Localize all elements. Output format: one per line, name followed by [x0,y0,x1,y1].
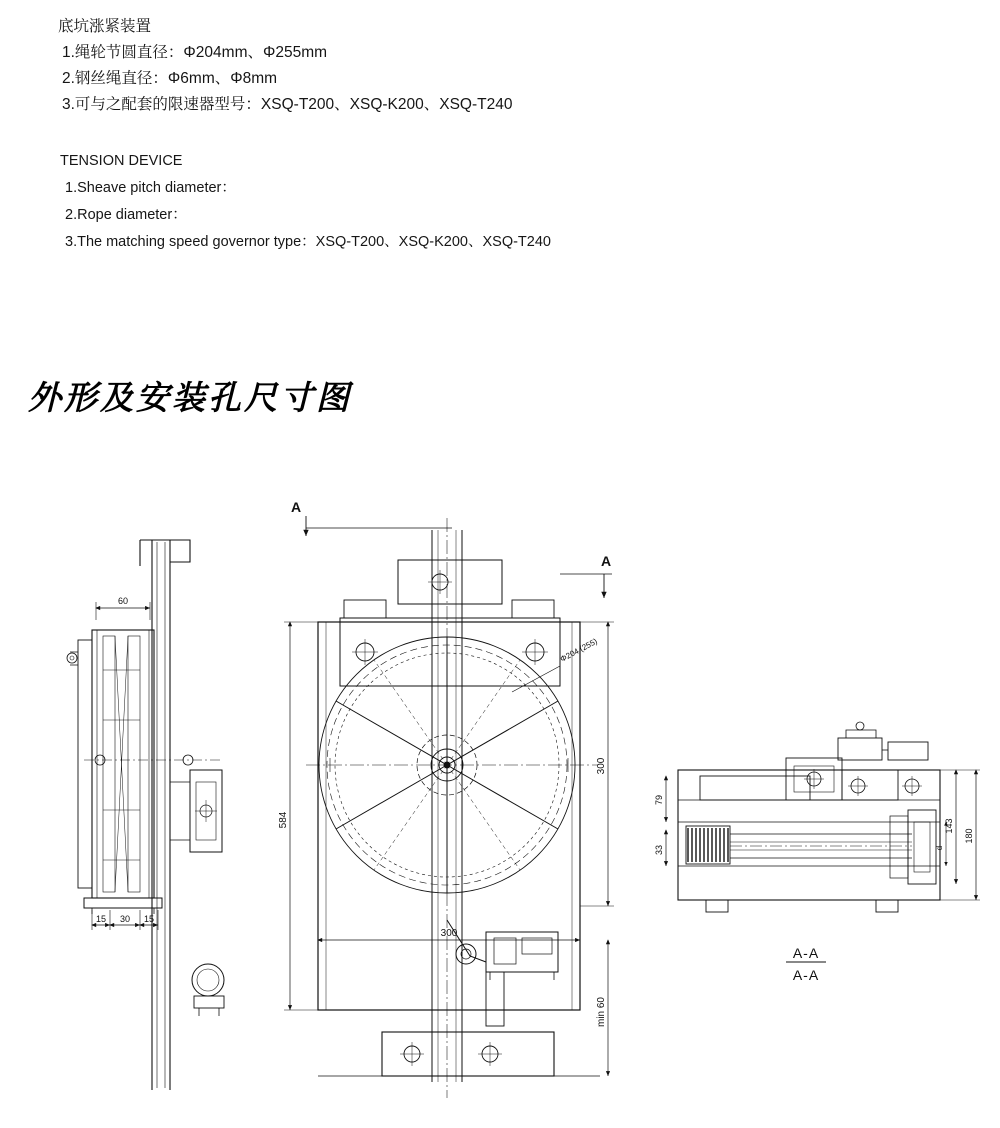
section-line-a-top [306,514,452,538]
dim-label-300-v: 300 [596,757,607,775]
sheave-diameter-label: Φ204 (255) [558,636,599,664]
section-view-aa [666,722,980,962]
spec-line-cn-3: 3.可与之配套的限速器型号：XSQ-T200、XSQ-K200、XSQ-T240 [62,96,513,113]
dim-label-180: 180 [964,828,974,844]
front-view [284,514,614,1098]
dim-label-79: 79 [654,794,664,806]
page-title: 外形及安装孔尺寸图 [28,381,352,417]
spec-line-en-1: 1.Sheave pitch diameter： [65,180,236,196]
section-mark-a-right: A [600,553,612,569]
dim-label-33: 33 [654,844,664,856]
section-caption-line1: A-A [792,945,820,961]
spec-title-cn: 底坑涨紧装置 [58,18,152,35]
dim-label-min60: min 60 [596,996,607,1028]
dim-label-60: 60 [117,596,129,606]
spec-title-en: TENSION DEVICE [60,153,183,169]
spec-text-block [58,14,758,118]
section-caption-line2: A-A [792,967,820,983]
section-line-a-right [560,570,612,630]
spec-line-en-3: 3.The matching speed governor type：XSQ-T200、XSQ-K200、XSQ-T240 [65,234,551,250]
spec-line-en-2: 2.Rope diameter： [65,207,187,223]
dim-label-15-left: 15 [95,914,107,924]
dim-label-584: 584 [278,811,289,829]
spec-text-block-en [60,148,820,256]
engineering-drawing [0,470,1000,1120]
dim-label-30: 30 [119,914,131,924]
side-view [67,540,224,1090]
dim-label-15-right: 15 [143,914,155,924]
spec-line-cn-1: 1.绳轮节圆直径：Φ204mm、Φ255mm [62,44,328,61]
spec-line-cn-2: 2.钢丝绳直径：Φ6mm、Φ8mm [62,70,278,87]
dim-584 [284,622,320,1010]
dim-label-143: 143 [944,818,954,834]
dim-label-d: d [935,845,944,851]
dim-label-300-h: 300 [440,928,458,939]
section-mark-a-top: A [290,499,302,515]
